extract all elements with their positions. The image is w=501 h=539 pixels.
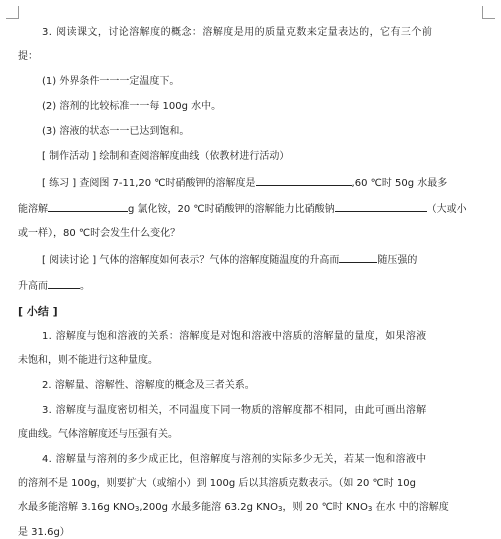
- answer-blank: [339, 253, 377, 263]
- exercise-text: 能溶解: [18, 204, 48, 215]
- answer-blank: [48, 202, 128, 212]
- discussion-text: [ 阅读讨论 ] 气体的溶解度如何表示？气体的溶解度随温度的升高而: [42, 255, 340, 266]
- subscript: 3: [134, 505, 140, 513]
- summary-p1-line2: 未饱和，则不能进行这种量度。: [18, 355, 158, 366]
- subscript: 3: [367, 505, 373, 513]
- discussion-text: 。: [80, 281, 90, 292]
- discussion-text: 随压强的: [377, 255, 418, 266]
- summary-p4-line4: 是 31.6g）: [18, 527, 70, 538]
- exercise-text: ,60 ℃时 50g 水最多: [351, 178, 448, 189]
- discussion-line1: [18, 253, 484, 267]
- exercise-line3: 或一样），80 ℃时会发生什么变化？: [18, 228, 181, 239]
- summary-text: ，则 20 ℃时 KNO: [282, 502, 368, 513]
- summary-text: 水最多能溶解 3.16g KNO: [18, 502, 135, 513]
- activity-line: [ 制作活动 ] 绘制和查阅溶解度曲线（依教材进行活动）: [42, 151, 290, 162]
- summary-p4-line2: 的溶剂不是 100g，则要扩大（或缩小）到 100g 后以其溶质克数表示。（如 20 ℃时 10g: [18, 478, 416, 489]
- page-corner-mark: [6, 6, 19, 19]
- subscript: 3: [278, 505, 283, 513]
- exercise-text: g 氯化铵，20 ℃时硝酸钾的溶解能力比硝酸钠: [128, 204, 335, 215]
- summary-text: ,200g 水最多能溶 63.2g KNO: [139, 502, 279, 513]
- summary-p4-line1: 4. 溶解量与溶剂的多少成正比，但溶解度与溶剂的实际多少无关，若某一饱和溶液中: [42, 454, 427, 465]
- summary-p1-line1: 1. 溶解度与饱和溶液的关系：溶解度是对饱和溶液中溶质的溶解量的量度，如果溶液: [42, 331, 427, 342]
- summary-p2: 2. 溶解量、溶解性、溶解度的概念及三者关系。: [42, 380, 255, 391]
- summary-title: [ 小结 ]: [18, 305, 58, 318]
- condition-2: (2) 溶剂的比较标准一一每 100g 水中。: [42, 101, 222, 112]
- answer-blank: [335, 202, 427, 212]
- summary-p4-line3: [18, 502, 484, 515]
- section3-line2: 提：: [18, 51, 38, 62]
- discussion-text: 升高而: [18, 281, 48, 292]
- exercise-text: （大或小: [426, 204, 467, 215]
- page-corner-mark: [482, 6, 495, 19]
- answer-blank: [256, 176, 352, 186]
- condition-3: (3) 溶液的状态一一已达到饱和。: [42, 126, 190, 137]
- condition-1: (1) 外界条件一一一定温度下。: [42, 76, 180, 87]
- exercise-line2: [18, 202, 484, 216]
- exercise-line1: [18, 176, 484, 190]
- section3-line1: 3. 阅读课文，讨论溶解度的概念：溶解度是用的质量克数来定量表达的，它有三个前: [42, 27, 433, 38]
- summary-p3-line1: 3. 溶解度与温度密切相关，不同温度下同一物质的溶解度都不相同，由此可画出溶解: [42, 405, 427, 416]
- discussion-line2: [18, 279, 484, 293]
- summary-p3-line2: 度曲线。气体溶解度还与压强有关。: [18, 429, 178, 440]
- answer-blank: [48, 279, 80, 289]
- exercise-text: [ 练习 ] 查阅图 7-11,20 ℃时硝酸钾的溶解度是: [42, 178, 256, 189]
- summary-text: 在水 中的溶解度: [372, 502, 449, 513]
- document-body: [18, 27, 484, 539]
